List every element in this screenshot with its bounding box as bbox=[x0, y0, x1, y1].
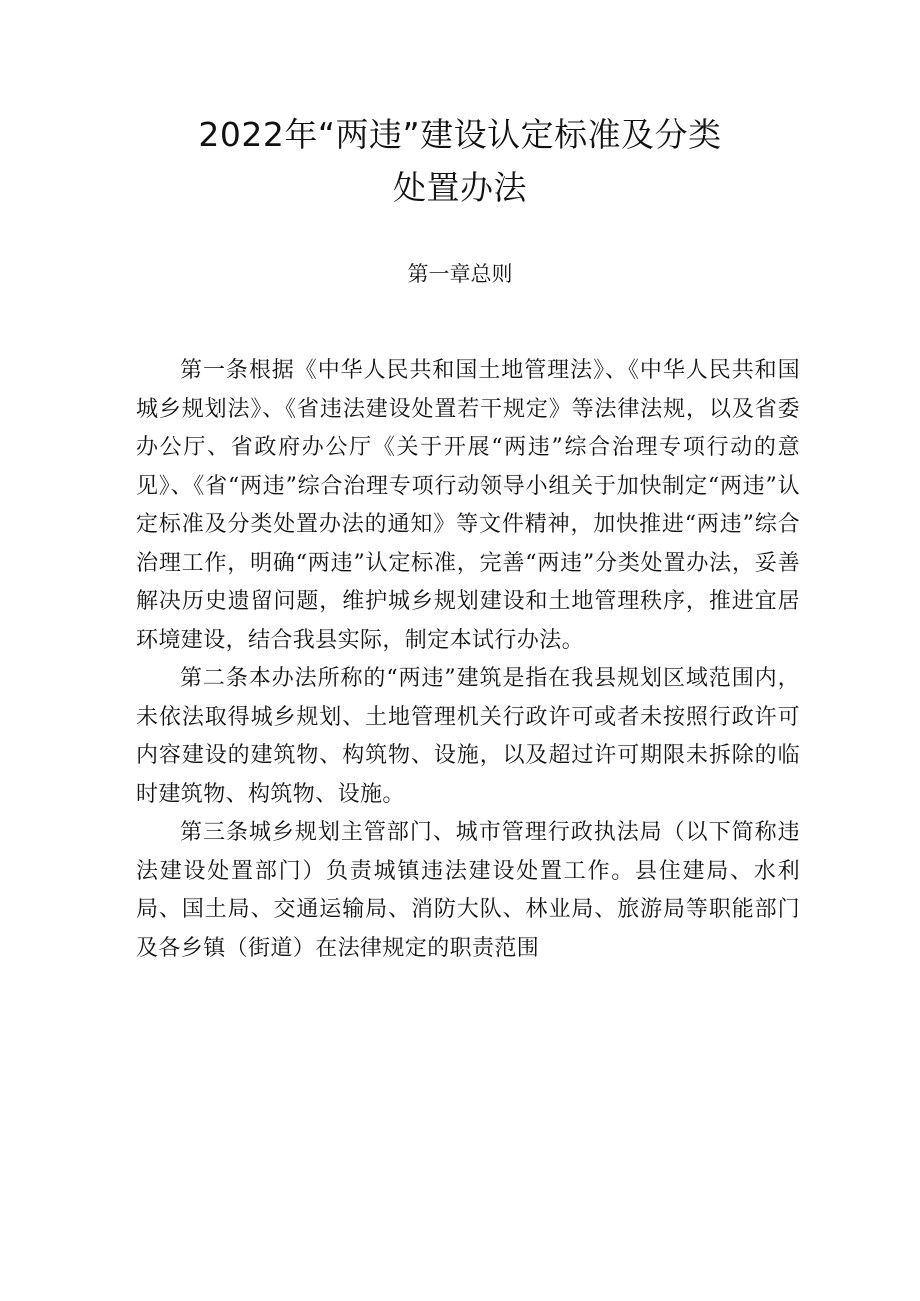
document-title bbox=[0, 108, 920, 214]
title-line-2: 处置办法 bbox=[393, 168, 527, 207]
article-1-paragraph: 第一条根据《中华人民共和国土地管理法》、《中华人民共和国城乡规划法》、《省违法建设处置若干规定》等法律法规，以及省委办公厅、省政府办公厅《关于开展“两违”综合治理专项行动的意见》、《省“两违”综合治理专项行动领导小组关于加快制定“两违”认定标准及分类处置办法的通知》等文件精神，加快推进“两违”综合治理工作，明确“两违”认定标准，完善“两违”分类处置办法，妥善解决历史遗留问题，维护城乡规划建设和土地管理秩序，推进宜居环境建设，结合我县实际，制定本试行办法。 bbox=[136, 358, 800, 653]
article-2-paragraph: 第二条本办法所称的“两违”建筑是指在我县规划区域范围内，未依法取得城乡规划、土地管理机关行政许可或者未按照行政许可内容建设的建筑物、构筑物、设施，以及超过许可期限未拆除的临时建筑物、构筑物、设施。 bbox=[136, 666, 800, 807]
chapter-heading: 第一章总则 bbox=[407, 262, 513, 286]
title-line-1: 2022年“两违”建设认定标准及分类 bbox=[198, 115, 722, 154]
document-body bbox=[136, 352, 800, 968]
article-3-paragraph: 第三条城乡规划主管部门、城市管理行政执法局（以下简称违法建设处置部门）负责城镇违法建设处置工作。县住建局、水利局、国土局、交通运输局、消防大队、林业局、旅游局等职能部门及各乡镇（街道）在法律规定的职责范围 bbox=[136, 820, 800, 961]
